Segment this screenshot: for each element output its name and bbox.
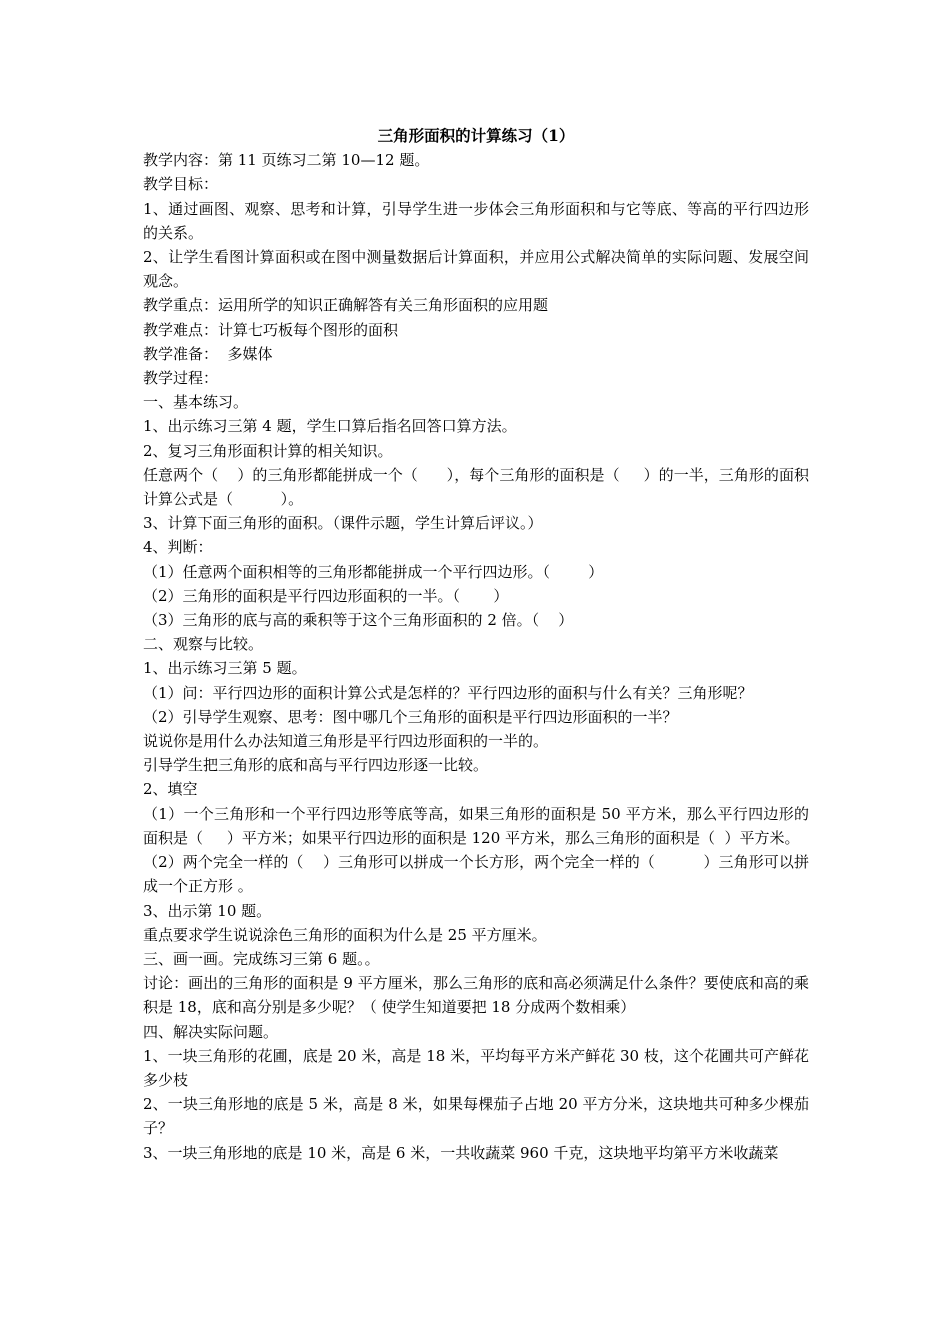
document-body	[143, 148, 809, 1165]
paragraph: （2）两个完全一样的（ ）三角形可以拼成一个长方形，两个完全一样的（ ）三角形可以拼成一个正方形 。	[143, 853, 809, 896]
paragraph: 教学重点：运用所学的知识正确解答有关三角形面积的应用题	[143, 296, 549, 315]
paragraph: 2、填空	[143, 780, 198, 799]
paragraph: （1）一个三角形和一个平行四边形等底等高，如果三角形的面积是 50 平方米，那么平行四边形的面积是（ ）平方米；如果平行四边形的面积是 120 平方米，那么三角形的面积是（ ）平方米。	[143, 804, 809, 847]
paragraph: 3、计算下面三角形的面积。（课件示题，学生计算后评议。）	[143, 514, 543, 533]
paragraph: 1、通过画图、观察、思考和计算，引导学生进一步体会三角形面积和与它等底、等高的平行四边形的关系。	[143, 199, 809, 242]
paragraph: 2、一块三角形地的底是 5 米，高是 8 米，如果每棵茄子占地 20 平方分米，这块地共可种多少棵茄子？	[143, 1095, 809, 1138]
paragraph: 说说你是用什么办法知道三角形是平行四边形面积的一半的。	[143, 732, 549, 751]
paragraph: 2、复习三角形面积计算的相关知识。	[143, 441, 393, 460]
paragraph: 一、基本练习。	[143, 393, 249, 412]
paragraph: 任意两个（ ）的三角形都能拼成一个（ ），每个三角形的面积是（ ）的一半，三角形的面积计算公式是（ ）。	[143, 465, 809, 509]
paragraph: （3）三角形的底与高的乘积等于这个三角形面积的 2 倍。（ ）	[143, 611, 574, 630]
paragraph: 重点要求学生说说涂色三角形的面积为什么是 25 平方厘米。	[143, 925, 547, 944]
paragraph: 1、一块三角形的花圃，底是 20 米，高是 18 米，平均每平方米产鲜花 30 枝，这个花圃共可产鲜花多少枝	[143, 1046, 809, 1089]
paragraph: 3、一块三角形地的底是 10 米，高是 6 米，一共收蔬菜 960 千克，这块地平均第平方米收蔬菜	[143, 1143, 779, 1162]
paragraph: 四、解决实际问题。	[143, 1022, 279, 1041]
paragraph: 1、出示练习三第 4 题，学生口算后指名回答口算方法。	[143, 417, 517, 436]
paragraph: 教学内容：第 11 页练习二第 10—12 题。	[143, 151, 430, 170]
paragraph: 三、画一画。完成练习三第 6 题。。	[143, 949, 380, 968]
paragraph: （2）引导学生观察、思考：图中哪几个三角形的面积是平行四边形面积的一半？	[143, 707, 678, 726]
paragraph: 4、判断：	[143, 538, 213, 557]
paragraph: 3、出示第 10 题。	[143, 901, 272, 920]
paragraph: 二、观察与比较。	[143, 635, 264, 654]
paragraph: （2）三角形的面积是平行四边形面积的一半。（ ）	[143, 586, 509, 605]
paragraph: 教学难点：计算七巧板每个图形的面积	[143, 320, 399, 339]
paragraph: 2、让学生看图计算面积或在图中测量数据后计算面积，并应用公式解决简单的实际问题、发展空间观念。	[143, 248, 809, 291]
paragraph: 教学准备： 多媒体	[143, 344, 273, 363]
document-title: 三角形面积的计算练习（1）	[377, 126, 575, 145]
paragraph: 引导学生把三角形的底和高与平行四边形逐一比较。	[143, 756, 489, 775]
paragraph: 教学过程：	[143, 369, 219, 388]
paragraph: 教学目标：	[143, 175, 219, 194]
paragraph: 1、出示练习三第 5 题。	[143, 659, 307, 678]
paragraph: （1）问：平行四边形的面积计算公式是怎样的？平行四边形的面积与什么有关？三角形呢？	[143, 683, 753, 702]
paragraph: 讨论：画出的三角形的面积是 9 平方厘米，那么三角形的底和高必须满足什么条件？要使底和高的乘积是 18，底和高分别是多少呢？（ 使学生知道要把 18 分成两个数相乘）	[143, 974, 809, 1017]
document-page	[143, 124, 809, 1165]
paragraph: （1）任意两个面积相等的三角形都能拼成一个平行四边形。（ ）	[143, 562, 604, 581]
